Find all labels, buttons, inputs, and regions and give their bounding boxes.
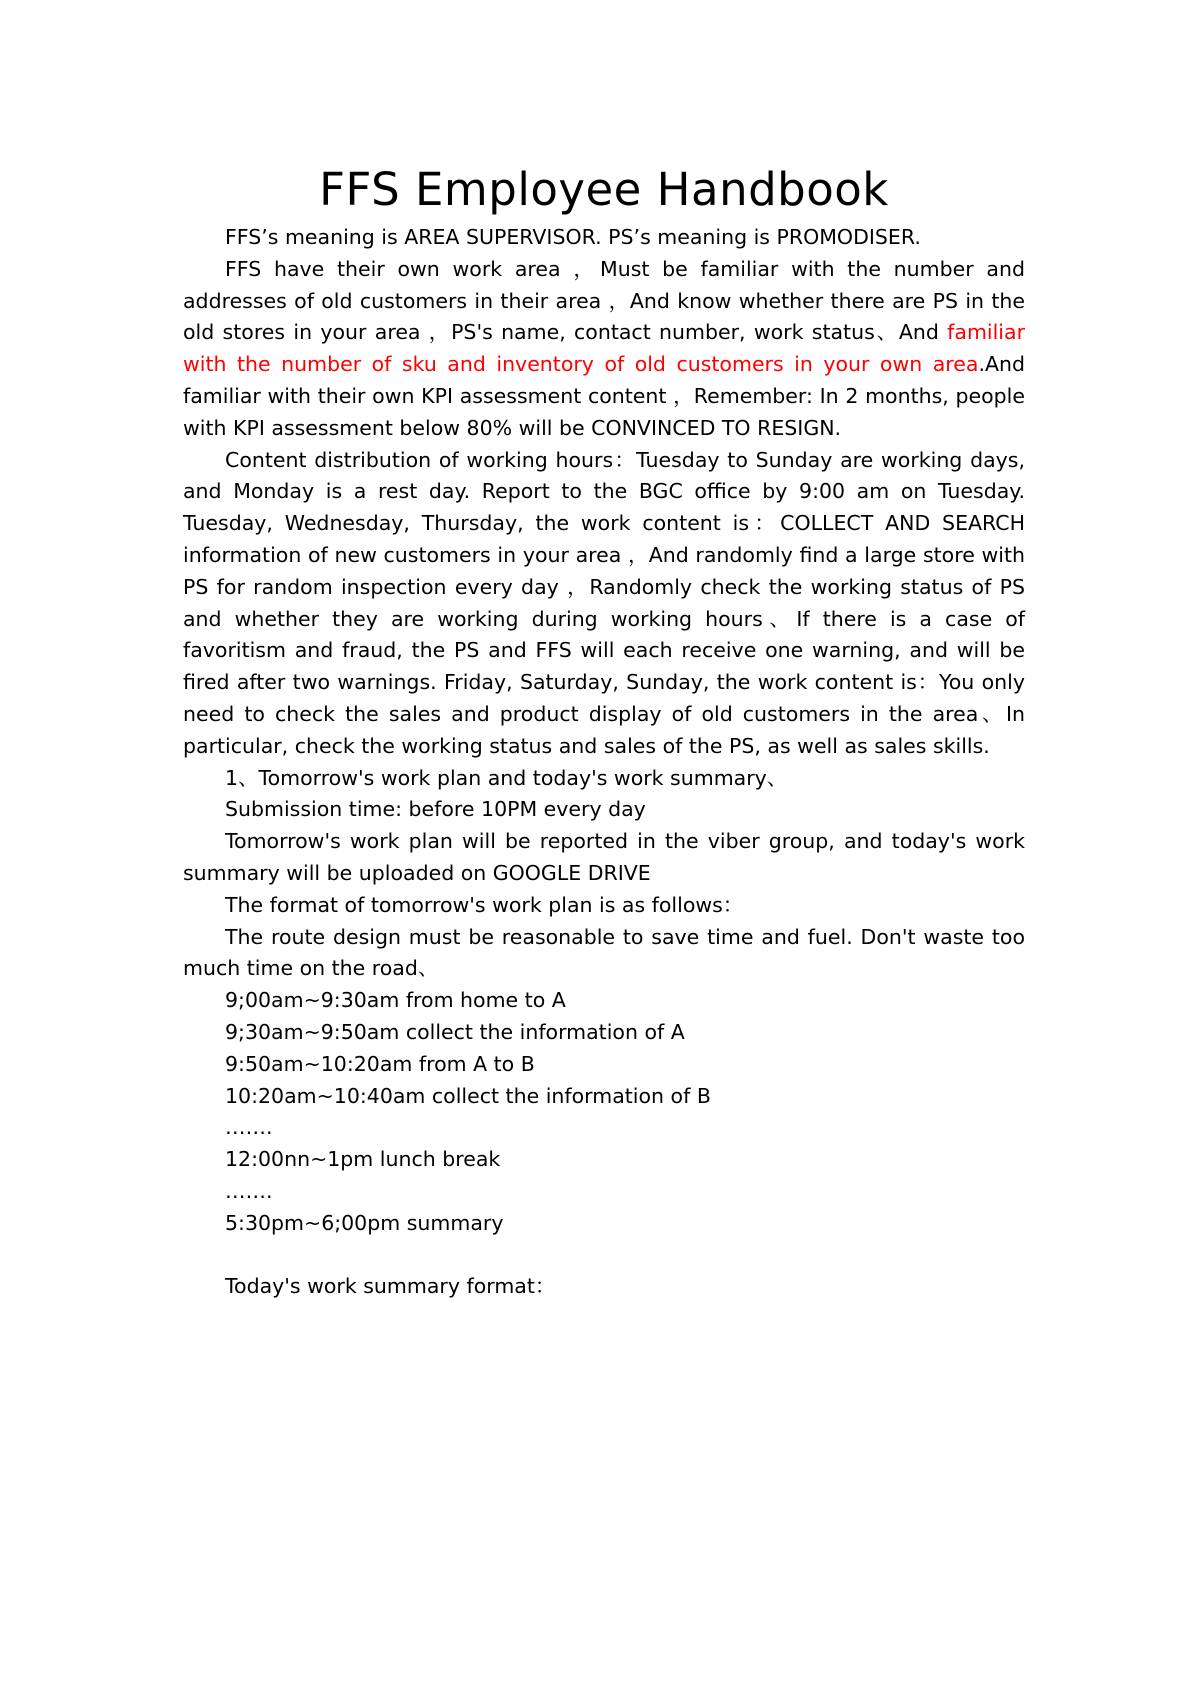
schedule-line: 9;30am~9:50am collect the information of A [225, 1019, 685, 1044]
blank-line [183, 1240, 1025, 1272]
schedule-line: 10:20am~10:40am collect the information of B [225, 1083, 711, 1108]
format-heading: The format of tomorrow's work plan is as follows： [225, 892, 744, 917]
working-hours-paragraph: Content distribution of working hours：Tuesday to Sunday are working days, and Monday is a rest day. Report to the BGC office by 9:00 am on Tuesday. Tuesday, Wednesday, Thursday, the work content is：COLLECT AND SEARCH information of new customers in your area ，And randomly find a large store with PS for random inspection every day ，Randomly check the working status of PS and whether they are working during working hours、If there is a case of favoritism and fraud, the PS and FFS will each receive one warning, and will be fired after two warnings. Friday, Saturday, Sunday, the work content is：You only need to check the sales and product display of old customers in the area、In particular, check the working status and sales of the PS, as well as sales skills. [183, 447, 1025, 758]
report-note: Tomorrow's work plan will be reported in the viber group, and today's work summary will be uploaded on GOOGLE DRIVE [183, 829, 1025, 885]
schedule-line: 12:00nn~1pm lunch break [225, 1147, 501, 1172]
work-plan-item: 1、Tomorrow's work plan and today's work summary、 [225, 765, 788, 790]
responsibilities-highlight: familiar with the number of sku and inventory of old customers in your own area [183, 320, 1025, 377]
route-note: The route design must be reasonable to save time and fuel. Don't waste too much time on the road、 [183, 924, 1025, 981]
schedule-line: 5:30pm~6;00pm summary [225, 1210, 504, 1235]
responsibilities-text-1: FFS have their own work area ，Must be familiar with the number and addresses of old customers in their area ，And know whether there are PS in the old stores in your area ，PS's name, contact number, work status、And [183, 256, 1025, 345]
schedule-ellipsis: ……. [225, 1178, 273, 1203]
document-title: FFS Employee Handbook [319, 163, 889, 216]
responsibilities-text-2: .And familiar with their own KPI assessment content ，Remember: In 2 months, people with KPI assessment below 80% will be CONVINCED TO RESIGN. [183, 352, 1025, 440]
submission-time: Submission time: before 10PM every day [225, 797, 646, 822]
document-page [183, 160, 1025, 1303]
intro-paragraph: FFS’s meaning is AREA SUPERVISOR. PS’s meaning is PROMODISER. [225, 225, 921, 249]
schedule-line: 9:50am~10:20am from A to B [225, 1051, 535, 1076]
responsibilities-paragraph [183, 254, 1025, 445]
schedule-line: 9;00am~9:30am from home to A [225, 988, 566, 1013]
schedule-ellipsis: ……. [225, 1115, 273, 1140]
summary-heading: Today's work summary format： [225, 1274, 556, 1299]
